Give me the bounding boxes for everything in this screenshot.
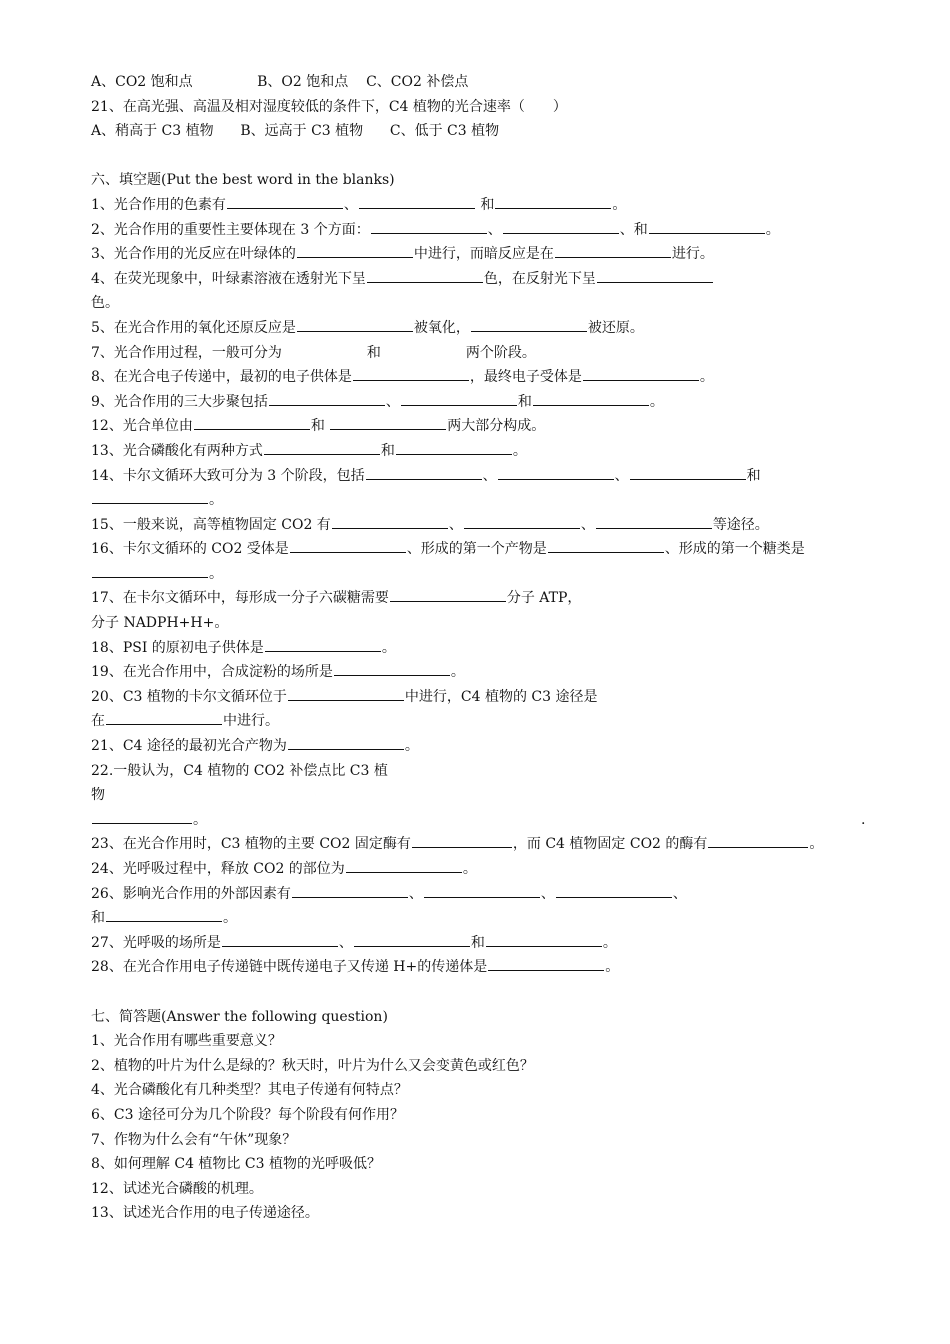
short-answer-item: 8、如何理解 C4 植物比 C3 植物的光呼吸低？ — [91, 1156, 381, 1173]
answer-blank[interactable] — [106, 710, 222, 725]
fill-q4-cont: 色。 — [91, 295, 119, 312]
answer-blank[interactable] — [346, 858, 462, 873]
short-answer-item: 2、植物的叶片为什么是绿的？秋天时，叶片为什么又会变黄色或红色？ — [91, 1057, 534, 1074]
answer-blank[interactable] — [288, 735, 404, 750]
answer-blank[interactable] — [649, 219, 765, 234]
short-answer-item: 4、光合磷酸化有几种类型？其电子传递有何特点？ — [91, 1082, 408, 1099]
answer-blank[interactable] — [290, 538, 406, 553]
answer-blank[interactable] — [396, 440, 512, 455]
answer-blank[interactable] — [292, 883, 408, 898]
option-b: B、O2 饱和点 — [257, 74, 349, 90]
answer-blank[interactable] — [297, 243, 413, 258]
short-answer-item: 12、试述光合磷酸的机理。 — [91, 1180, 263, 1197]
answer-blank[interactable] — [288, 686, 404, 701]
answer-blank[interactable] — [92, 809, 192, 824]
fill-q28: 28、在光合作用电子传递链中既传递电子又传递 H+的传递体是 。 — [91, 955, 891, 980]
fill-q5: 5、在光合作用的氧化还原反应是 被氧化， 被还原。 — [91, 316, 891, 341]
fill-q2: 2、光合作用的重要性主要体现在 3 个方面： 、 、和 。 — [91, 218, 891, 243]
answer-blank[interactable] — [332, 514, 448, 529]
answer-blank[interactable] — [269, 391, 385, 406]
answer-blank[interactable] — [264, 440, 380, 455]
fill-q20-cont: 在 中进行。 — [91, 709, 891, 734]
q21-question: 21、在高光强、高温及相对湿度较低的条件下，C4 植物的光合速率（ ） — [91, 98, 567, 115]
fill-q22-cont: 物 — [91, 787, 105, 804]
answer-blank[interactable] — [367, 268, 483, 283]
fill-q1: 1、光合作用的色素有 、 和 。 — [91, 193, 891, 218]
answer-blank[interactable] — [630, 465, 746, 480]
answer-blank[interactable] — [227, 194, 343, 209]
fill-q3: 3、光合作用的光反应在叶绿体的 中进行，而暗反应是在 进行。 — [91, 242, 891, 267]
short-answer-item: 6、C3 途径可分为几个阶段？每个阶段有何作用？ — [91, 1106, 404, 1123]
fill-q27: 27、光呼吸的场所是 、 和 。 — [91, 931, 891, 956]
answer-blank[interactable] — [412, 833, 512, 848]
fill-q20: 20、C3 植物的卡尔文循环位于 中进行，C4 植物的 C3 途径是 — [91, 685, 891, 710]
answer-blank[interactable] — [353, 366, 469, 381]
answer-blank[interactable] — [533, 391, 649, 406]
document-page — [91, 70, 891, 1226]
answer-blank[interactable] — [334, 661, 450, 676]
option-b: B、远高于 C3 植物 — [240, 123, 364, 140]
q21-options — [91, 119, 891, 144]
answer-blank[interactable] — [498, 465, 614, 480]
answer-blank[interactable] — [556, 883, 672, 898]
answer-blank[interactable] — [708, 833, 808, 848]
answer-blank[interactable] — [401, 391, 517, 406]
fill-q22-blank-line: 。 . — [91, 808, 891, 833]
option-a: A、稍高于 C3 植物 — [91, 123, 214, 140]
answer-blank[interactable] — [92, 563, 208, 578]
fill-q17: 17、在卡尔文循环中，每形成一分子六碳糖需要 分子 ATP， — [91, 586, 891, 611]
fill-q14-cont: 。 — [91, 488, 891, 513]
trailing-dot: . — [861, 811, 866, 828]
answer-blank[interactable] — [354, 932, 470, 947]
fill-q24: 24、光呼吸过程中，释放 CO2 的部位为 。 — [91, 857, 891, 882]
answer-blank[interactable] — [390, 587, 506, 602]
fill-q4: 4、在荧光现象中，叶绿素溶液在透射光下呈 色，在反射光下呈 — [91, 267, 891, 292]
answer-blank[interactable] — [495, 194, 611, 209]
fill-q12: 12、光合单位由 和 两大部分构成。 — [91, 414, 891, 439]
answer-blank[interactable] — [555, 243, 671, 258]
short-answer-item: 13、试述光合作用的电子传递途径。 — [91, 1205, 319, 1222]
answer-blank[interactable] — [488, 956, 604, 971]
answer-blank[interactable] — [265, 637, 381, 652]
option-c: C、低于 C3 植物 — [389, 123, 500, 140]
answer-blank[interactable] — [548, 538, 664, 553]
answer-blank[interactable] — [371, 219, 487, 234]
answer-blank[interactable] — [597, 268, 713, 283]
fill-q13: 13、光合磷酸化有两种方式 和 。 — [91, 439, 891, 464]
answer-blank[interactable] — [464, 514, 580, 529]
answer-blank[interactable] — [330, 415, 446, 430]
short-answer-item: 1、光合作用有哪些重要意义？ — [91, 1033, 282, 1050]
fill-q14: 14、卡尔文循环大致可分为 3 个阶段，包括 、 、 和 — [91, 464, 891, 489]
answer-blank[interactable] — [596, 514, 712, 529]
answer-blank[interactable] — [471, 317, 587, 332]
section7-title: 七、简答题(Answer the following question) — [91, 1008, 388, 1025]
fill-q17-cont: 分子 NADPH+H+。 — [91, 615, 229, 632]
fill-q26: 26、影响光合作用的外部因素有 、 、 、 — [91, 882, 891, 907]
answer-blank[interactable] — [106, 907, 222, 922]
fill-q22: 22.一般认为，C4 植物的 CO2 补偿点比 C3 植 — [91, 762, 388, 779]
fill-q16-cont: 。 — [91, 562, 891, 587]
answer-blank[interactable] — [359, 194, 475, 209]
short-answer-item: 7、作物为什么会有“午休”现象？ — [91, 1131, 297, 1148]
answer-blank[interactable] — [366, 465, 482, 480]
answer-blank[interactable] — [486, 932, 602, 947]
fill-q16: 16、卡尔文循环的 CO2 受体是 、形成的第一个产物是 、形成的第一个糖类是 — [91, 537, 891, 562]
fill-q23: 23、在光合作用时，C3 植物的主要 CO2 固定酶有 ，而 C4 植物固定 CO2 的酶有 。 — [91, 832, 891, 857]
fill-q8: 8、在光合电子传递中，最初的电子供体是 ，最终电子受体是 。 — [91, 365, 891, 390]
answer-blank[interactable] — [194, 415, 310, 430]
answer-blank[interactable] — [424, 883, 540, 898]
fill-q19: 19、在光合作用中，合成淀粉的场所是 。 — [91, 660, 891, 685]
answer-blank[interactable] — [222, 932, 338, 947]
answer-blank[interactable] — [92, 489, 208, 504]
fill-q7: 7、光合作用过程，一般可分为 和 两个阶段。 — [91, 344, 536, 361]
fill-q18: 18、PSI 的原初电子供体是 。 — [91, 636, 891, 661]
fill-q26-cont: 和 。 — [91, 906, 891, 931]
option-c: C、CO2 补偿点 — [366, 74, 469, 90]
answer-blank[interactable] — [583, 366, 699, 381]
fill-q9: 9、光合作用的三大步聚包括 、 和 。 — [91, 390, 891, 415]
answer-blank[interactable] — [297, 317, 413, 332]
fill-q21: 21、C4 途径的最初光合产物为 。 — [91, 734, 891, 759]
q20-options — [91, 70, 891, 95]
fill-q15: 15、一般来说，高等植物固定 CO2 有 、 、 等途径。 — [91, 513, 891, 538]
option-a: A、CO2 饱和点 — [91, 74, 193, 90]
answer-blank[interactable] — [503, 219, 619, 234]
section6-title: 六、填空题(Put the best word in the blanks) — [91, 172, 395, 189]
